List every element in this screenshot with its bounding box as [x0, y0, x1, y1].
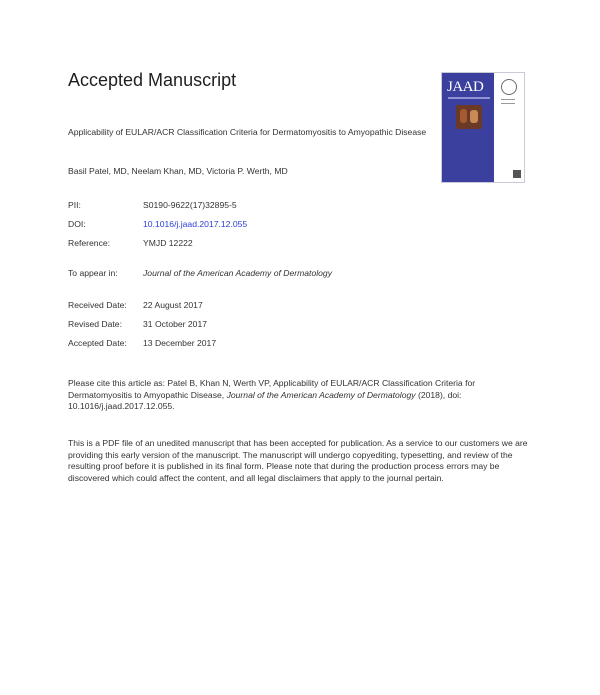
- cover-subtitle-line: [448, 97, 490, 99]
- seal-icon: [501, 79, 517, 95]
- doi-label: DOI:: [68, 219, 86, 229]
- article-title: Applicability of EULAR/ACR Classification Criteria for Dermatomyositis to Amyopathic Disease: [68, 127, 427, 137]
- revised-label: Revised Date:: [68, 319, 122, 329]
- disclaimer-paragraph: This is a PDF file of an unedited manuscript that has been accepted for publication. As a service to our customers we are providing this early version of the manuscript. The manuscript will undergo copyediting, typesetting, and review of the resulting proof before it is published in its final form. Please note that during the production process errors may be discovered which could affect the content, and all legal disclaimers that apply to the journal pertain.: [68, 438, 528, 483]
- publisher-icon: [513, 170, 521, 178]
- cover-white-panel: [494, 73, 524, 182]
- journal-cover: [441, 72, 525, 183]
- doi-link[interactable]: 10.1016/j.jaad.2017.12.055: [143, 219, 248, 229]
- appear-label: To appear in:: [68, 268, 118, 278]
- reference-label: Reference:: [68, 238, 111, 248]
- manuscript-heading: Accepted Manuscript: [68, 70, 237, 90]
- citation-paragraph: [68, 378, 528, 413]
- citation-doi: (2018), doi: 10.1016/j.jaad.2017.12.055.: [68, 389, 462, 411]
- pii-label: PII:: [68, 200, 81, 210]
- journal-logo: JAAD: [447, 79, 484, 95]
- pii-value: S0190-9622(17)32895-5: [143, 200, 237, 210]
- revised-value: 31 October 2017: [143, 319, 208, 329]
- cover-text-line: [501, 103, 515, 104]
- received-value: 22 August 2017: [143, 300, 203, 310]
- cover-image: [456, 105, 482, 129]
- article-authors: Basil Patel, MD, Neelam Khan, MD, Victoria P. Werth, MD: [68, 166, 288, 176]
- citation-journal: Journal of the American Academy of Dermatology: [226, 389, 416, 400]
- reference-value: YMJD 12222: [143, 238, 193, 248]
- citation-text: Please cite this article as: Patel B, Khan N, Werth VP, Applicability of EULAR/ACR Classification Criteria for Dermatomyositis to Amyopathic Disease,: [68, 378, 476, 400]
- received-label: Received Date:: [68, 300, 127, 310]
- accepted-value: 13 December 2017: [143, 338, 217, 348]
- accepted-label: Accepted Date:: [68, 338, 127, 348]
- cover-text-line: [501, 99, 515, 100]
- appear-value: Journal of the American Academy of Dermatology: [143, 268, 332, 278]
- cover-blue-panel: [442, 73, 494, 182]
